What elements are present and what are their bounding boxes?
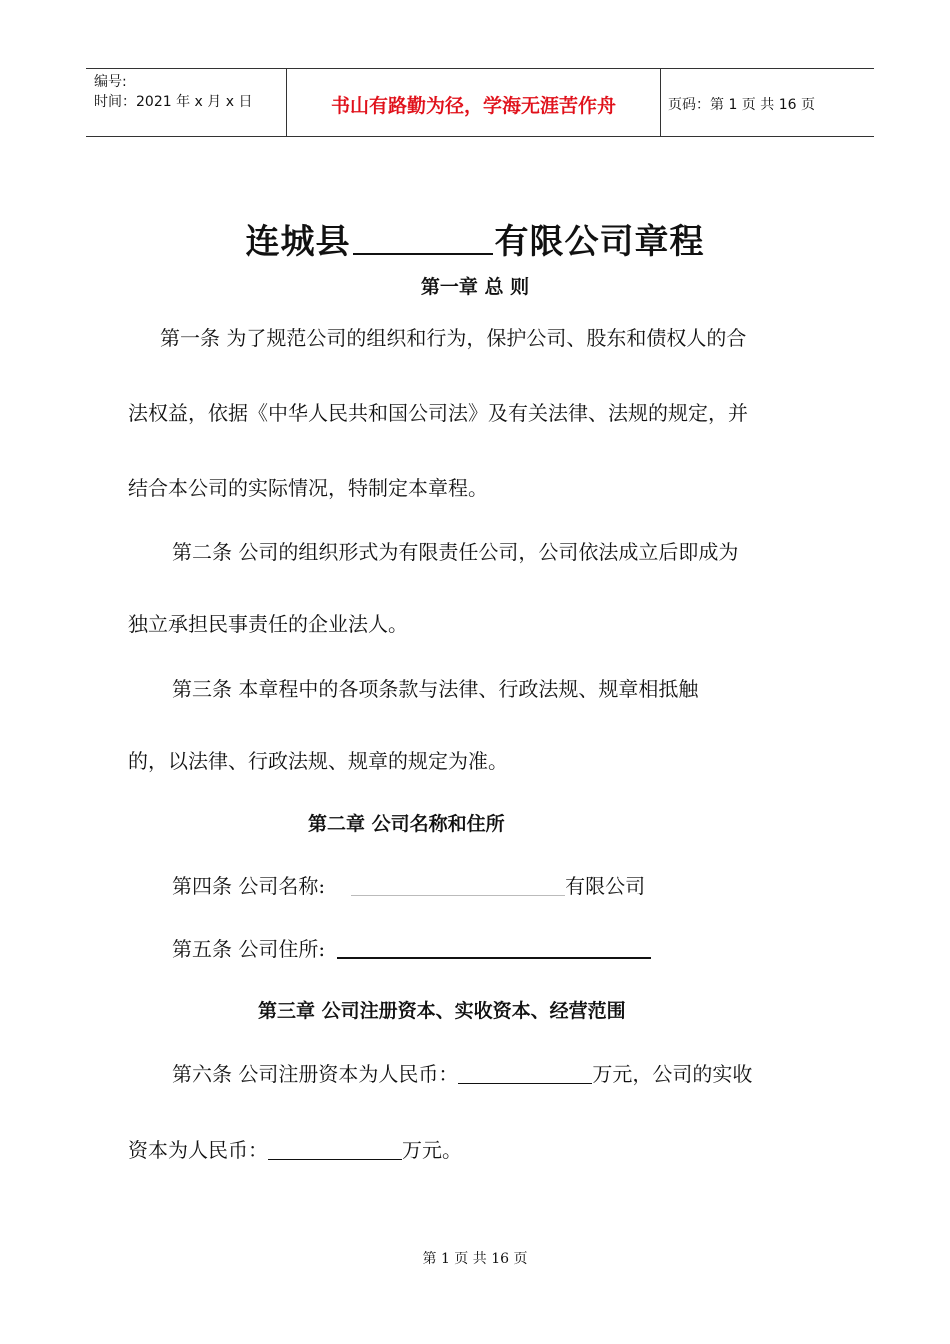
- article-6-text-a: 第六条 公司注册资本为人民币：: [172, 1062, 459, 1086]
- chapter-3-heading: 第三章 公司注册资本、实收资本、经营范围: [258, 1000, 626, 1022]
- page-footer: 第 1 页 共 16 页: [422, 1251, 528, 1267]
- article-4-line: [172, 870, 645, 899]
- registered-capital-blank: [458, 1063, 592, 1084]
- article-6-text-c: 资本为人民币：: [128, 1138, 268, 1162]
- article-1-line-1: 第一条 为了规范公司的组织和行为，保护公司、股东和债权人的合: [160, 326, 747, 350]
- document-header: [86, 68, 874, 137]
- header-motto-cell: [286, 69, 661, 136]
- article-6-line-1: [172, 1058, 752, 1087]
- article-3-line-1: 第三条 本章程中的各项条款与法律、行政法规、规章相抵触: [172, 677, 699, 701]
- company-address-blank: [337, 937, 651, 959]
- article-1-line-2: 法权益，依据《中华人民共和国公司法》及有关法律、法规的规定，并: [128, 401, 748, 425]
- article-6-text-b: 万元，公司的实收: [592, 1062, 753, 1086]
- company-name-blank: [351, 875, 565, 896]
- article-5-label: 第五条 公司住所:: [172, 937, 326, 961]
- chapter-2-heading: 第二章 公司名称和住所: [308, 813, 505, 835]
- article-5-line: [172, 933, 651, 962]
- header-info-cell: [86, 69, 286, 136]
- document-title: [0, 214, 950, 263]
- title-prefix: 连城县: [245, 222, 351, 262]
- header-page-number: 页码：第 1 页 共 16 页: [668, 97, 815, 113]
- article-1-line-3: 结合本公司的实际情况，特制定本章程。: [128, 476, 488, 500]
- header-page-cell: [660, 69, 874, 136]
- document-code-label: 编号:: [94, 74, 127, 90]
- article-6-line-2: [128, 1134, 462, 1163]
- article-2-line-1: 第二条 公司的组织形式为有限责任公司，公司依法成立后即成为: [172, 540, 739, 564]
- document-time-label: 时间：2021 年 x 月 x 日: [94, 94, 253, 110]
- article-4-suffix: 有限公司: [565, 874, 646, 898]
- article-2-line-2: 独立承担民事责任的企业法人。: [128, 612, 408, 636]
- article-4-label: 第四条 公司名称:: [172, 874, 326, 898]
- chapter-1-heading: 第一章 总 则: [420, 276, 530, 298]
- article-3-line-2: 的，以法律、行政法规、规章的规定为准。: [128, 749, 508, 773]
- motto-text: 书山有路勤为径，学海无涯苦作舟: [330, 95, 616, 117]
- paid-in-capital-blank: [268, 1139, 402, 1160]
- article-6-text-d: 万元。: [402, 1138, 462, 1162]
- title-blank-line: [353, 223, 493, 255]
- title-suffix: 有限公司章程: [494, 222, 705, 262]
